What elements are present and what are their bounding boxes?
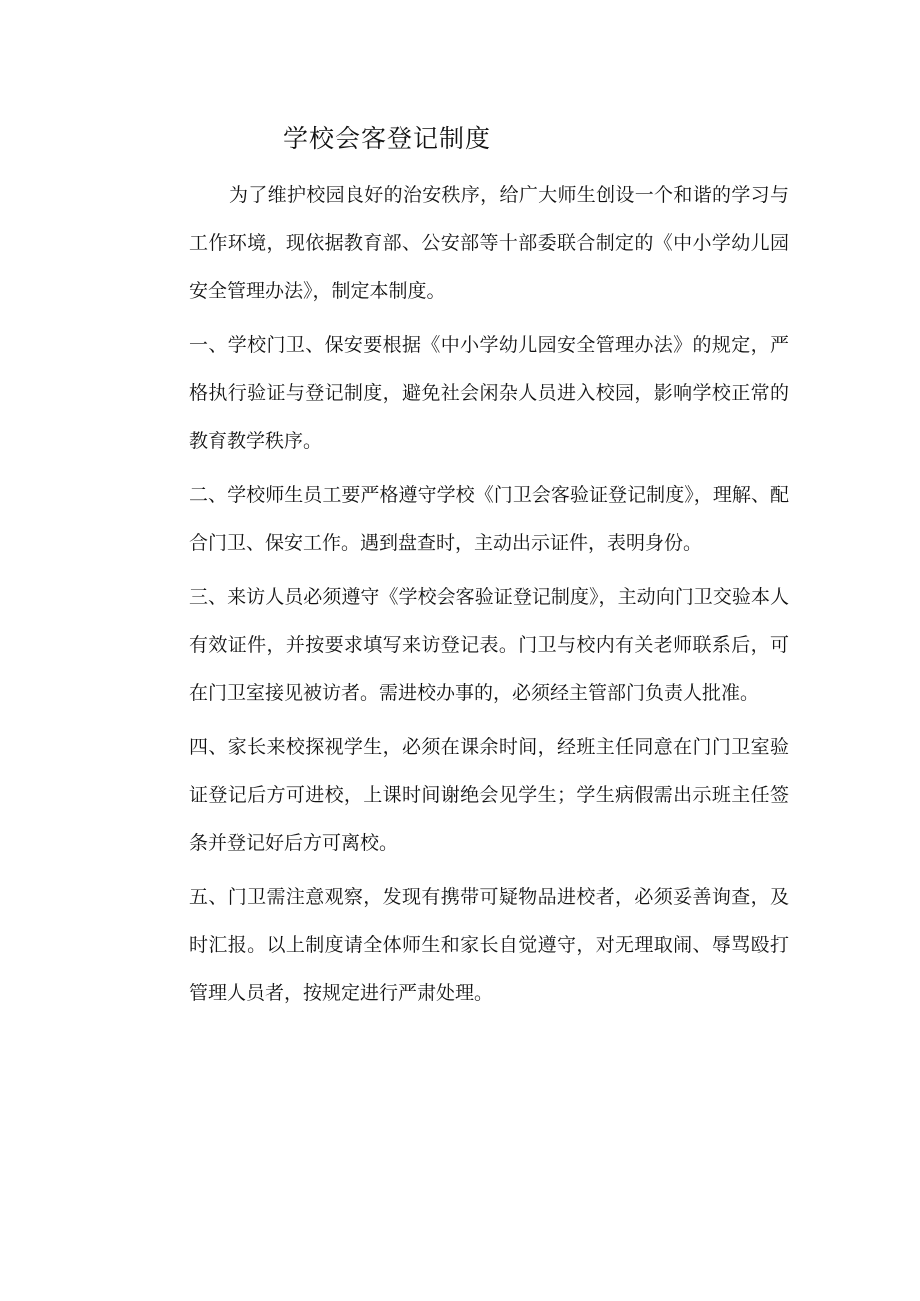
rule-paragraph-1: 一、学校门卫、保安要根据《中小学幼儿园安全管理办法》的规定，严格执行验证与登记制度，避免社会闲杂人员进入校园，影响学校正常的教育教学秩序。 xyxy=(189,334,789,452)
document-title: 学校会客登记制度 xyxy=(283,124,492,153)
document-body xyxy=(189,171,789,1023)
intro-paragraph: 为了维护校园良好的治安秩序，给广大师生创设一个和谐的学习与工作环境，现依据教育部、公安部等十部委联合制定的《中小学幼儿园安全管理办法》，制定本制度。 xyxy=(189,184,789,302)
rule-paragraph-2: 二、学校师生员工要严格遵守学校《门卫会客验证登记制度》，理解、配合门卫、保安工作。遇到盘查时，主动出示证件，表明身份。 xyxy=(189,484,789,554)
rule-paragraph-4: 四、家长来校探视学生，必须在课余时间，经班主任同意在门门卫室验证登记后方可进校，上课时间谢绝会见学生；学生病假需出示班主任签条并登记好后方可离校。 xyxy=(189,736,789,854)
rule-paragraph-3: 三、来访人员必须遵守《学校会客验证登记制度》，主动向门卫交验本人有效证件，并按要求填写来访登记表。门卫与校内有关老师联系后，可在门卫室接见被访者。需进校办事的，必须经主管部门负责人批准。 xyxy=(189,586,789,704)
rule-paragraph-5: 五、门卫需注意观察，发现有携带可疑物品进校者，必须妥善询查，及时汇报。以上制度请全体师生和家长自觉遵守，对无理取闹、辱骂殴打管理人员者，按规定进行严肃处理。 xyxy=(189,886,789,1004)
